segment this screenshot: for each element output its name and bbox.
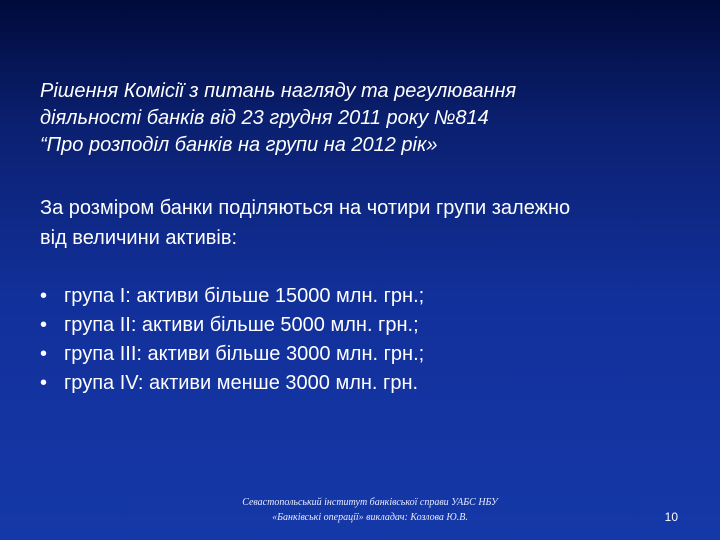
page-number: 10 — [664, 510, 678, 524]
intro-paragraph — [40, 193, 700, 253]
footer-course-lecturer: «Банківські операції» викладач: Козлова Ю.В. — [272, 512, 468, 523]
list-item — [40, 369, 700, 398]
slide-footer — [200, 495, 540, 525]
intro-line-1: За розміром банки поділяються на чотири групи залежно — [40, 197, 571, 219]
bullet-icon: • — [40, 285, 48, 307]
group-2-text: група ІІ: активи більше 5000 млн. грн.; — [64, 314, 419, 336]
bank-groups-list — [40, 282, 700, 398]
intro-line-2: від величини активів: — [40, 227, 238, 249]
list-item — [40, 340, 700, 369]
group-4-text: група IV: активи менше 3000 млн. грн. — [64, 372, 419, 394]
decision-title — [40, 78, 700, 159]
title-line-2: діяльності банків від 23 грудня 2011 року №814 — [40, 107, 489, 129]
group-3-text: група ІІІ: активи більше 3000 млн. грн.; — [64, 343, 425, 365]
title-line-1: Рішення Комісії з питань нагляду та регулювання — [40, 80, 517, 102]
bullet-icon: • — [40, 314, 48, 336]
list-item — [40, 282, 700, 311]
footer-institute: Севастопольський інститут банківської справи УАБС НБУ — [242, 497, 498, 508]
list-item — [40, 311, 700, 340]
bullet-icon: • — [40, 372, 48, 394]
group-1-text: група І: активи більше 15000 млн. грн.; — [64, 285, 425, 307]
title-line-3: “Про розподіл банків на групи на 2012 рік» — [40, 134, 438, 156]
bullet-icon: • — [40, 343, 48, 365]
